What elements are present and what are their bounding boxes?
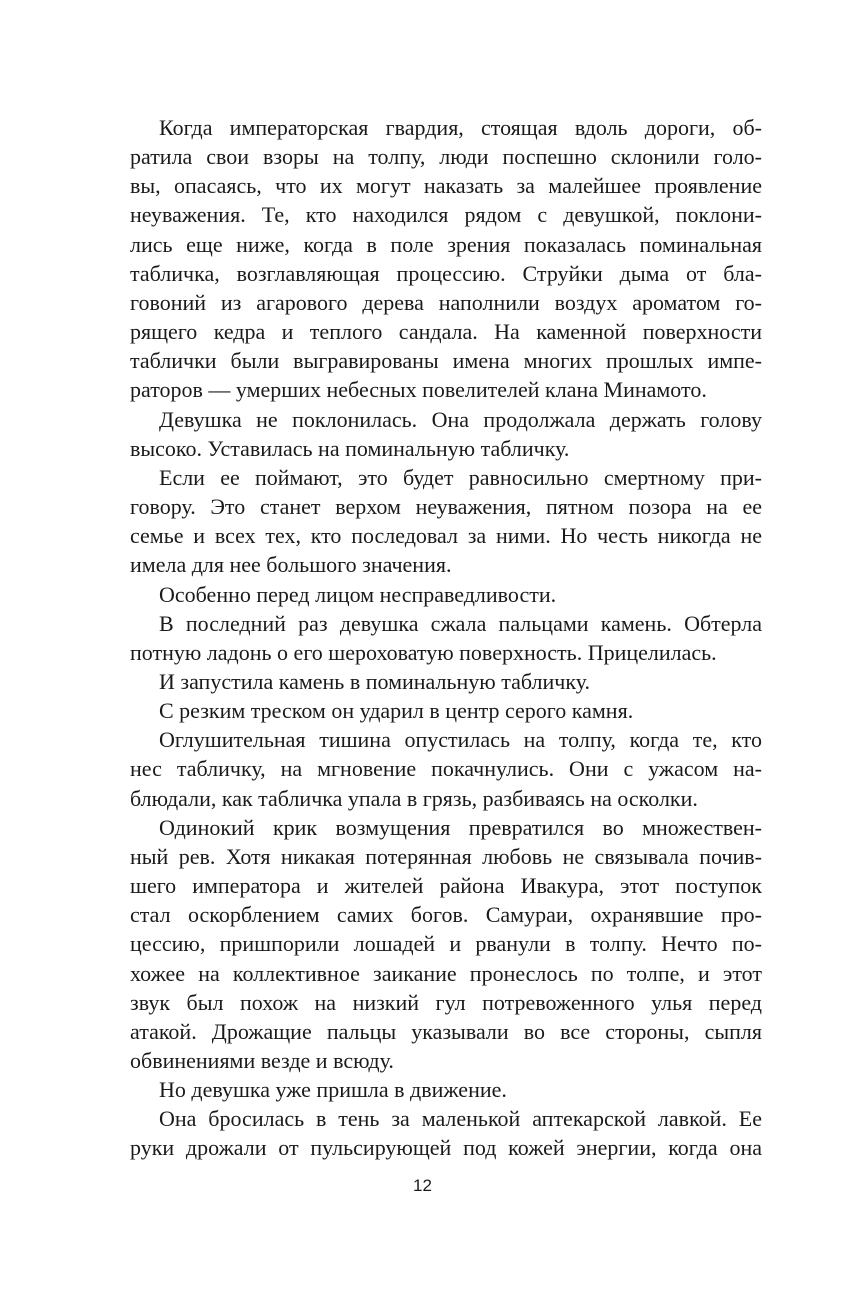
text-line: атакой. Дрожащие пальцы указывали во все стороны, сыпля (130, 1018, 762, 1044)
text-line: таблички были выгравированы имена многих прошлых импе- (130, 348, 762, 374)
text-line: руки дрожали от пульсирующей под кожей энергии, когда она (130, 1135, 762, 1161)
text-line: имела для нее большого значения. (130, 552, 452, 578)
text-line: шего императора и жителей района Ивакура, этот поступок (130, 873, 762, 899)
paragraph (130, 463, 762, 580)
paragraph (130, 696, 762, 725)
paragraph (130, 813, 762, 1075)
paragraph (130, 1104, 762, 1162)
page-body (130, 113, 762, 1163)
text-line: И запустила камень в поминальную табличку. (159, 668, 591, 694)
text-line: Если ее поймают, это будет равносильно смертному при- (159, 464, 762, 490)
paragraph (130, 113, 762, 405)
paragraph (130, 405, 762, 463)
text-line: говоний из агарового дерева наполнили воздух ароматом го- (130, 289, 762, 315)
text-line: Одинокий крик возмущения превратился во множествен- (159, 814, 762, 840)
text-line: цессию, пришпорили лошадей и рванули в толпу. Нечто по- (130, 931, 762, 957)
text-line: вы, опасаясь, что их могут наказать за малейшее проявление (130, 173, 762, 199)
paragraph (130, 667, 762, 696)
text-line: звук был похож на низкий гул потревоженного улья перед (130, 989, 762, 1015)
text-line: блюдали, как табличка упала в грязь, разбиваясь на осколки. (130, 785, 698, 811)
paragraph (130, 725, 762, 812)
text-line: хожее на коллективное заикание пронеслось по толпе, и этот (130, 960, 762, 986)
text-line: семье и всех тех, кто последовал за ними. Но честь никогда не (130, 523, 762, 549)
text-line: ный рев. Хотя никакая потерянная любовь не связывала почив- (130, 843, 762, 869)
text-line: раторов — умерших небесных повелителей клана Минамото. (130, 377, 707, 403)
text-line: Оглушительная тишина опустилась на толпу, когда те, кто (159, 727, 762, 753)
text-line: рящего кедра и теплого сандала. На каменной поверхности (130, 319, 762, 345)
text-line: высоко. Уставилась на поминальную табличку. (130, 435, 570, 461)
page-number: 12 (413, 1176, 432, 1195)
text-line: нес табличку, на мгновение покачнулись. Они с ужасом на- (130, 756, 762, 782)
text-line: Но девушка уже пришла в движение. (159, 1077, 507, 1103)
text-line: ратила свои взоры на толпу, люди поспешно склонили голо- (130, 144, 762, 170)
text-line: Особенно перед лицом несправедливости. (159, 581, 557, 607)
text-line: табличка, возглавляющая процессию. Струйки дыма от бла- (130, 260, 762, 286)
text-line: В последний раз девушка сжала пальцами камень. Обтерла (159, 610, 762, 636)
paragraph (130, 580, 762, 609)
text-line: стал оскорблением самих богов. Самураи, охранявшие про- (130, 902, 762, 928)
text-line: неуважения. Те, кто находился рядом с девушкой, поклони- (130, 202, 762, 228)
text-line: обвинениями везде и всюду. (130, 1048, 394, 1073)
text-line: Она бросилась в тень за маленькой аптекарской лавкой. Ее (159, 1106, 762, 1132)
paragraph (130, 1075, 762, 1104)
text-line: Когда императорская гвардия, стоящая вдоль дороги, об- (159, 115, 762, 140)
text-line: Девушка не поклонилась. Она продолжала держать голову (159, 406, 762, 432)
text-line: говору. Это станет верхом неуважения, пятном позора на ее (130, 494, 762, 520)
paragraph (130, 609, 762, 667)
text-line: лись еще ниже, когда в поле зрения показалась поминальная (130, 231, 762, 257)
text-line: потную ладонь о его шероховатую поверхность. Прицелилась. (130, 639, 717, 665)
text-line: С резким треском он ударил в центр серого камня. (159, 698, 634, 724)
